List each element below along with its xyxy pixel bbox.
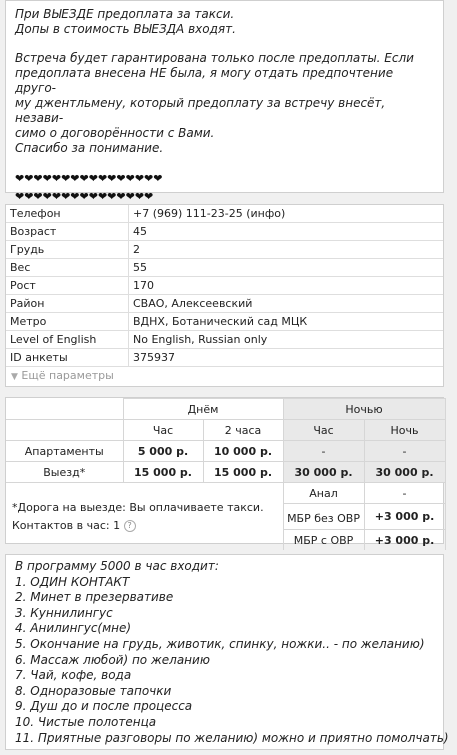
out-night-hour-price: 30 000 р. [283,462,364,483]
param-row [6,259,443,277]
param-key: ID анкеты [6,349,129,367]
night-hour-header: Час [283,420,364,441]
out-night-price: 30 000 р. [364,462,445,483]
program-item: 10. Чистые полотенца [15,714,157,729]
param-value: No English, Russian only [129,331,444,349]
hearts-row-2: ❤❤❤❤❤❤❤❤❤❤❤❤❤❤❤ [15,190,154,203]
out-hour-price: 15 000 р. [123,462,203,483]
param-row [6,349,443,367]
param-row [6,205,443,223]
param-row [6,223,443,241]
params-table [5,204,444,387]
night-night-header: Ночь [364,420,445,441]
outcall-label: Выезд* [6,462,123,483]
mbr-with-value: +3 000 р. [364,530,445,551]
anal-value: - [364,483,445,504]
contacts-note [12,517,277,535]
param-key: Level of English [6,331,129,349]
program-item: 7. Чай, кофе, вода [15,668,132,683]
program-item: 2. Минет в презервативе [15,590,174,605]
day-2h-header: 2 часа [203,420,283,441]
param-value: 2 [129,241,444,259]
param-key: Телефон [6,205,129,223]
param-value: 55 [129,259,444,277]
param-value: ВДНХ, Ботанический сад МЦК [129,313,444,331]
program-title: В программу 5000 в час входит: [15,559,219,573]
param-key: Метро [6,313,129,331]
program-item: 3. Куннилингус [15,605,113,620]
apt-night-hour-price: - [283,441,364,462]
taxi-note: *Дорога на выезде: Вы оплачиваете такси. [12,500,264,514]
apt-hour-price: 5 000 р. [123,441,203,462]
intro-notice [5,0,444,203]
triangle-down-icon: ▼ [11,372,18,382]
hearts-row-1: ❤❤❤❤❤❤❤❤❤❤❤❤❤❤❤❤ [15,172,163,185]
param-key: Возраст [6,223,129,241]
program-item: 6. Массаж любой) по желанию [15,652,210,667]
contacts-label: Контактов в час: 1 [12,518,121,532]
out-2h-price: 15 000 р. [203,462,283,483]
program-item: 11. Приятные разговоры по желанию) можно и приятно помолчать) [15,730,449,745]
param-value: СВАО, Алексеевский [129,295,444,313]
price-notes [6,483,283,551]
apt-night-price: - [364,441,445,462]
intro-paragraph: Встреча будет гарантирована только после предоплаты. Если предоплата внесена НЕ была, я могу отдать предпочтение друго- му джентльмену, который предоплату за встречу внесёт, незави- симо о договорённости с Вами. [15,51,414,140]
mbr-without-label: МБР без ОВР [283,504,364,530]
apt-2h-price: 10 000 р. [203,441,283,462]
program-item: 9. Душ до и после процесса [15,699,193,714]
param-key: Рост [6,277,129,295]
more-params-link[interactable] [6,367,443,385]
param-row [6,331,443,349]
param-value: 170 [129,277,444,295]
param-row [6,241,443,259]
help-icon[interactable]: ? [124,520,136,532]
mbr-without-value: +3 000 р. [364,504,445,530]
intro-line-2: Допы в стоимость ВЫЕЗДА входят. [15,22,236,36]
param-row [6,313,443,331]
param-key: Грудь [6,241,129,259]
program-item: 1. ОДИН КОНТАКТ [15,574,130,589]
param-value: 45 [129,223,444,241]
param-key: Район [6,295,129,313]
param-key: Вес [6,259,129,277]
apartments-label: Апартаменты [6,441,123,462]
mbr-with-label: МБР с ОВР [283,530,364,551]
param-row [6,295,443,313]
program-item: 5. Окончание на грудь, животик, спинку, ножки.. - по желанию) [15,636,425,651]
param-value[interactable]: +7 (969) 111-23-25 (инфо) [129,205,444,223]
night-header: Ночью [283,399,445,420]
anal-label: Анал [283,483,364,504]
day-header: Днём [123,399,283,420]
more-params-label: Ещё параметры [21,369,114,382]
param-row [6,277,443,295]
day-hour-header: Час [123,420,203,441]
program-item: 8. Одноразовые тапочки [15,683,172,698]
intro-thanks: Спасибо за понимание. [15,141,164,155]
program-list [5,554,449,750]
program-item: 4. Анилингус(мне) [15,621,132,636]
prices-table [5,397,444,547]
intro-line-1: При ВЫЕЗДЕ предоплата за такси. [15,7,235,21]
param-value: 375937 [129,349,444,367]
